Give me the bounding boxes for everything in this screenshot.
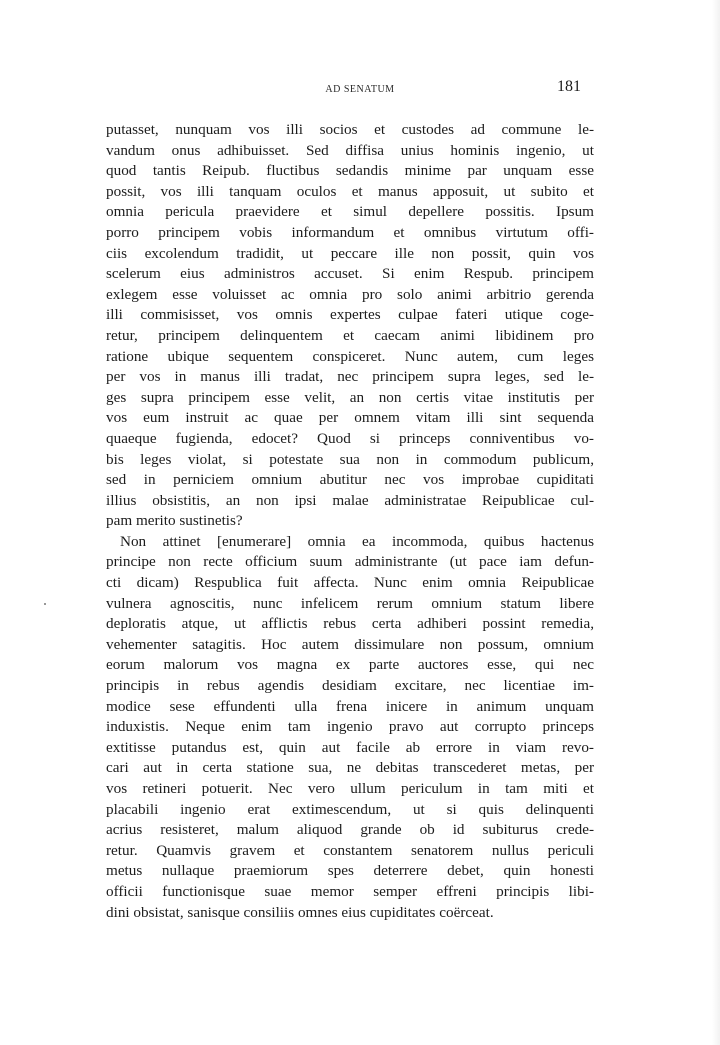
text-line: retur, principem delinquentem et caecam animi libidinem pro [106, 326, 594, 344]
text-line: quaeque fugienda, edocet? Quod si princeps conniventibus vo- [106, 429, 594, 447]
text-line: omnia pericula praevidere et simul depellere possitis. Ipsum [106, 203, 594, 221]
text-line: possit, vos illi tanquam oculos et manus apposuit, ut subito et [106, 182, 594, 200]
text-line: modice sese effundenti ulla frena inicere in animum unquam [106, 697, 594, 715]
text-line: Non attinet [enumerare] omnia ea incommoda, quibus hactenus [120, 532, 594, 550]
text-line: per vos in manus illi tradat, nec principem supra leges, sed le- [106, 368, 594, 386]
paragraph-1 [106, 120, 594, 532]
text-line: officii functionisque suae memor semper effreni principis libi- [106, 882, 594, 900]
text-line: ges supra principem esse velit, an non certis vitae institutis per [106, 388, 594, 406]
text-line: vehementer satagitis. Hoc autem dissimulare non possum, omnium [106, 635, 594, 653]
running-head: AD SENATUM [325, 84, 395, 95]
text-line: acrius resisteret, malum aliquod grande ob id subiturus crede- [106, 821, 594, 839]
text-line: ciis excolendum tradidit, ut peccare ille non possit, quin vos [106, 244, 594, 262]
text-line: sed in perniciem omnium abutitur nec vos improbae cupiditati [106, 471, 594, 489]
text-line: putasset, nunquam vos illi socios et custodes ad commune le- [106, 121, 594, 138]
text-line: cari aut in certa statione sua, ne debitas transcederet metas, per [106, 759, 594, 777]
text-line: illius obsistitis, an non ipsi malae administratae Reipublicae cul- [106, 491, 594, 509]
text-line: quod tantis Reipub. fluctibus sedandis minime par unquam esse [106, 162, 594, 180]
text-line: metus nullaque praemiorum spes deterrere debet, quin honesti [106, 862, 594, 880]
text-line: vos retineri potuerit. Nec vero ullum periculum in tam miti et [106, 780, 594, 797]
text-line: dini obsistat, sanisque consiliis omnes eius cupiditates coërceat. [106, 903, 494, 921]
text-line: porro principem vobis informandum et omnibus virtutum offi- [106, 223, 594, 241]
text-line: extitisse putandus est, quin aut facile ab errore in viam revo- [106, 738, 594, 756]
paragraph-2 [106, 532, 594, 923]
text-line: exlegem esse voluisset ac omnia pro solo animi arbitrio gerenda [106, 285, 594, 303]
text-line: bis leges violat, si potestate sua non in commodum publicum, [106, 450, 594, 468]
text-line: vos eum instruit ac quae per omnem vitam illi sint sequenda [106, 409, 594, 427]
text-line: induxistis. Neque enim tam ingenio pravo aut corrupto princeps [106, 718, 594, 736]
text-line: principis in rebus agendis desidiam excitare, nec licentiae im- [106, 677, 594, 695]
page-number: 181 [557, 78, 581, 95]
text-line: scelerum eius administros accuset. Si enim Respub. principem [106, 265, 594, 283]
text-line: eorum malorum vos magna ex parte auctores esse, qui nec [106, 656, 594, 674]
text-line: vandum onus adhibuisset. Sed diffisa unius hominis ingenio, ut [106, 141, 594, 159]
text-line: illi commisisset, vos omnis expertes culpae fateri utique coge- [106, 306, 594, 324]
text-line: ratione ubique sequentem conspiceret. Nunc autem, cum leges [106, 347, 594, 365]
text-line: vulnera agnoscitis, nunc infelicem rerum omnium statum libere [106, 594, 594, 612]
text-line: placabili ingenio erat extimescendum, ut si quis delinquenti [106, 800, 594, 818]
text-line: deploratis atque, ut afflictis rebus certa adhiberi possint remedia, [106, 615, 594, 633]
page-edge-shadow [712, 0, 720, 1045]
body-text [106, 120, 594, 923]
text-line: cti dicam) Respublica fuit affecta. Nunc enim omnia Reipublicae [106, 574, 594, 592]
margin-speck [44, 603, 46, 605]
text-line: retur. Quamvis gravem et constantem senatorem nullus periculi [106, 841, 594, 859]
text-line: pam merito sustinetis? [106, 512, 243, 530]
text-line: principe non recte officium suum administrante (ut pace iam defun- [106, 553, 594, 571]
